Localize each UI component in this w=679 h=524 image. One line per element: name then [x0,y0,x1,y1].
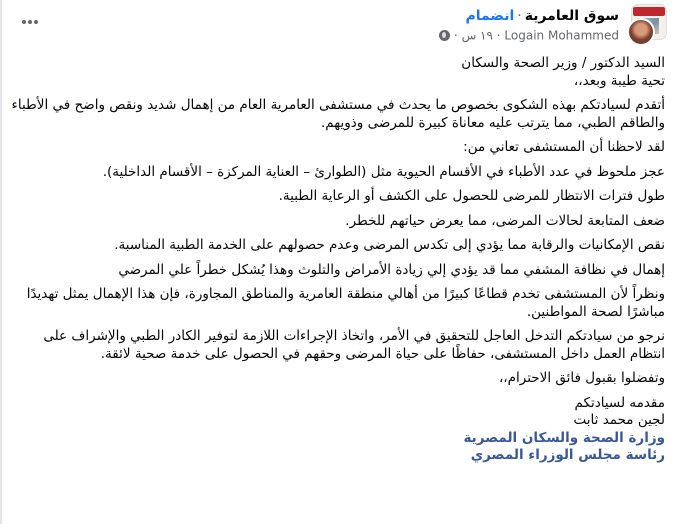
post-body [5,55,665,465]
observed-heading: لقد لاحظنا أن المستشفى تعاني من: [463,139,665,155]
issue-item: طول فترات الانتظار للمرضى للحصول على الكشف أو الرعاية الطبية. [278,188,665,204]
signer-name: لجين محمد ثابت [573,412,665,428]
post-timestamp[interactable]: ١٩ س [461,28,493,43]
tag-cabinet[interactable]: رئاسة مجلس الوزراء المصري [470,447,665,463]
intro-paragraph: أتقدم لسيادتكم بهذه الشكوى بخصوص ما يحدث في مستشفى العامرية العام من إهمال شديد ونقص واضح في الأطباء والطاقم الطبي، مما يترتب عليه معاناة كبيرة للمرضى وذويهم. [11,97,665,131]
user-avatar[interactable] [627,18,655,46]
submitted-by: مقدمه لسيادتكم [574,394,665,411]
more-options-icon-dot [28,20,32,24]
avatar-stack[interactable] [627,4,667,46]
greeting-line: السيد الدكتور / وزير الصحة والسكان [461,55,665,71]
join-group-link[interactable]: انضمام [465,8,515,24]
group-name-link[interactable]: سوق العامرية [524,8,619,24]
more-options-icon [22,20,26,24]
more-options-icon-dot [34,20,38,24]
tag-ministry-of-health[interactable]: وزارة الصحة والسكان المصرية [463,429,665,446]
author-name-link[interactable]: Logain Mohammed [504,28,619,43]
issue-item: إهمال في نظافة المشفي مما قد يؤدي إلي زيادة الأمراض والتلوث وهذا يُشكل خطراً علي المرضي [118,261,665,278]
signature-block [5,395,665,465]
post-header [439,4,667,48]
group-avatar-banner [633,7,665,16]
issue-item: عجز ملحوظ في عدد الأطباء في الأقسام الحيوية مثل (الطوارئ – العناية المركزة – الأقسام الداخلية). [102,163,665,180]
request-paragraph: نرجو من سيادتكم التدخل العاجل للتحقيق في الأمر، واتخاذ الإجراءات اللازمة لتوفير الكادر الطبي والإشراف على انتظام العمل داخل المستشفى، حفاظًا على حياة المرضى وحقهم في الحصول على خدمة صحية لائقة. [43,328,665,362]
greeting-block [5,55,665,90]
separator-dot: · [453,28,458,43]
post-meta [439,4,619,45]
greeting-line: تحية طيبة وبعد،، [573,72,665,89]
globe-icon[interactable] [439,30,450,41]
separator-dot: · [517,8,522,24]
separator-dot: · [496,28,501,43]
more-options-button[interactable] [18,14,42,30]
issue-item: ضعف المتابعة لحالات المرضى، مما يعرض حياتهم للخطر. [345,212,665,229]
closing-line: وتفضلوا بقبول فائق الاحترام،، [498,370,665,386]
issue-item: نقص الإمكانيات والرقابة مما يؤدي إلى تكدس المرضى وعدم حصولهم على الخدمة الطبية المناسبة. [114,237,665,253]
reason-paragraph: ونظراً لأن المستشفى تخدم قطاعًا كبيرًا من أهالي منطقة العامرية والمناطق المجاورة، فإن هذا الإهمال يمثل تهديدًا مباشرًا لصحة المواطنين. [26,286,665,320]
